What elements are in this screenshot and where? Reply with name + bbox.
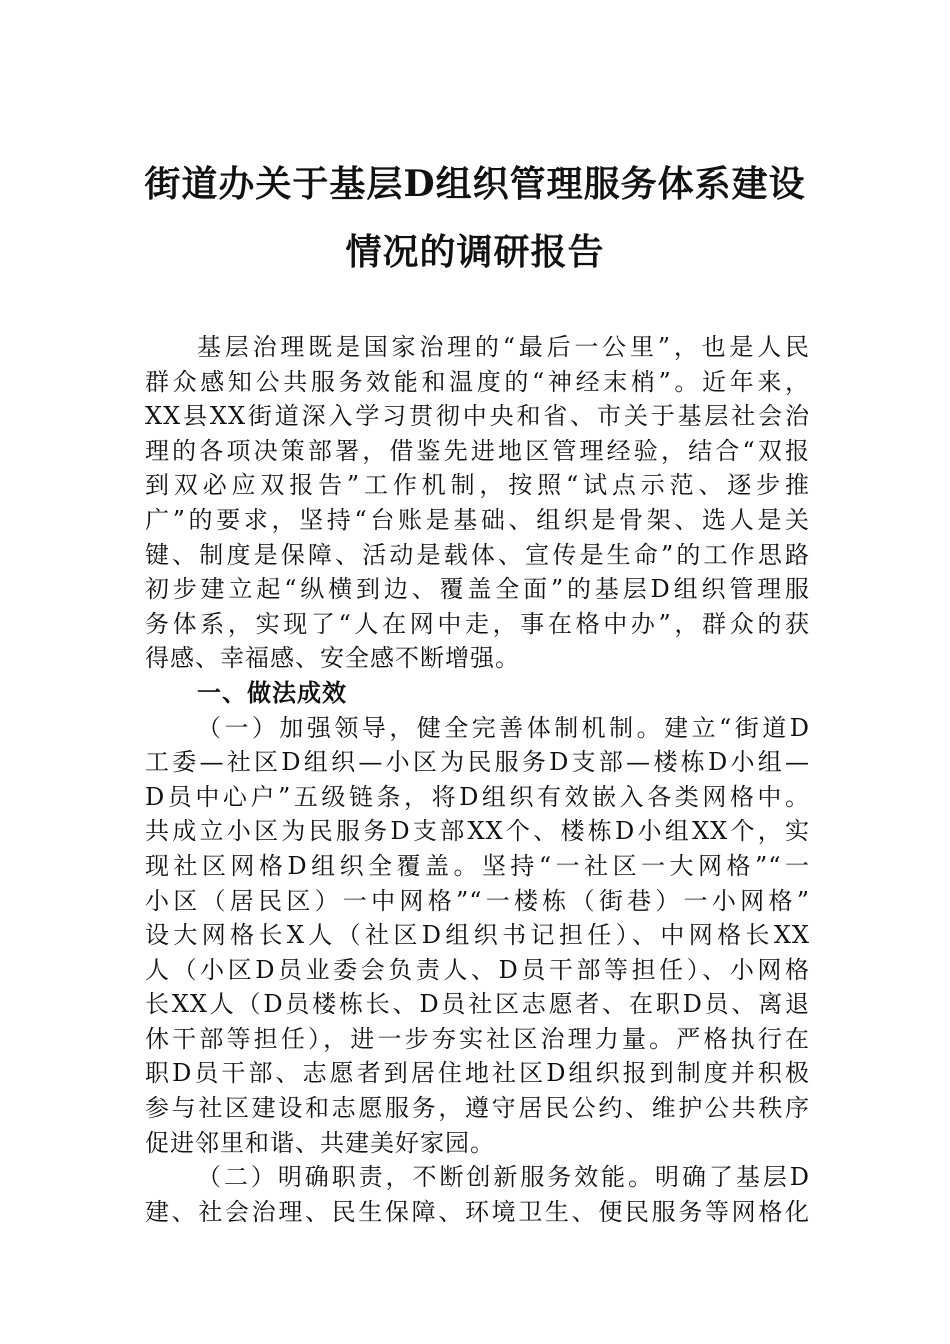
paragraph-line: 得感、幸福感、安全感不断增强。: [145, 644, 520, 673]
paragraph-line: 群众感知公共服务效能和温度的“神经末梢”。近年来，: [145, 367, 810, 396]
paragraph-line: 人（小区D员业委会负责人、D员干部等担任）、小网格: [145, 955, 810, 984]
section-heading: 一、做法成效: [197, 678, 347, 707]
paragraph-line: 共成立小区为民服务D支部XX个、楼栋D小组XX个，实: [145, 817, 810, 846]
paragraph-line: 参与社区建设和志愿服务，遵守居民公约、维护公共秩序: [145, 1094, 810, 1123]
paragraph-line: 长XX人（D员楼栋长、D员社区志愿者、在职D员、离退: [145, 990, 810, 1019]
paragraph-line: XX县XX街道深入学习贯彻中央和省、市关于基层社会治: [145, 402, 810, 431]
paragraph-line: 设大网格长X人（社区D组织书记担任）、中网格长XX: [145, 921, 810, 950]
paragraph-line: 休干部等担任），进一步夯实社区治理力量。严格执行在: [145, 1024, 810, 1053]
paragraph-line: 建、社会治理、民生保障、环境卫生、便民服务等网格化: [145, 1197, 810, 1226]
paragraph-line: 到双必应双报告”工作机制，按照“试点示范、逐步推: [145, 471, 810, 500]
paragraph-line: 初步建立起“纵横到边、覆盖全面”的基层D组织管理服: [145, 575, 810, 604]
paragraph-line: 小区（居民区）一中网格”“一楼栋（街巷）一小网格”: [145, 886, 810, 915]
paragraph-line: 务体系，实现了“人在网中走，事在格中办”，群众的获: [145, 609, 810, 638]
document-body: [145, 330, 810, 1229]
paragraph-line: 广”的要求，坚持“台账是基础、组织是骨架、选人是关: [145, 505, 810, 534]
paragraph-line: 基层治理既是国家治理的“最后一公里”，也是人民: [197, 333, 810, 361]
document-title-line-2: 情况的调研报告: [345, 231, 605, 273]
document-title-line-1: 街道办关于基层D组织管理服务体系建设: [144, 163, 806, 205]
paragraph-line: （一）加强领导，健全完善体制机制。建立“街道D: [197, 713, 810, 742]
paragraph-line: D员中心户”五级链条，将D组织有效嵌入各类网格中。: [145, 782, 810, 811]
paragraph-line: 促进邻里和谐、共建美好家园。: [145, 1128, 495, 1157]
paragraph-line: （二）明确职责，不断创新服务效能。明确了基层D: [197, 1163, 810, 1192]
paragraph-line: 键、制度是保障、活动是载体、宣传是生命”的工作思路: [145, 540, 810, 569]
paragraph-line: 工委—社区D组织—小区为民服务D支部—楼栋D小组—: [145, 748, 810, 777]
paragraph-line: 职D员干部、志愿者到居住地社区D组织报到制度并积极: [145, 1059, 810, 1088]
paragraph-line: 理的各项决策部署，借鉴先进地区管理经验，结合“双报: [145, 436, 810, 465]
paragraph-line: 现社区网格D组织全覆盖。坚持“一社区一大网格”“一: [145, 851, 810, 880]
